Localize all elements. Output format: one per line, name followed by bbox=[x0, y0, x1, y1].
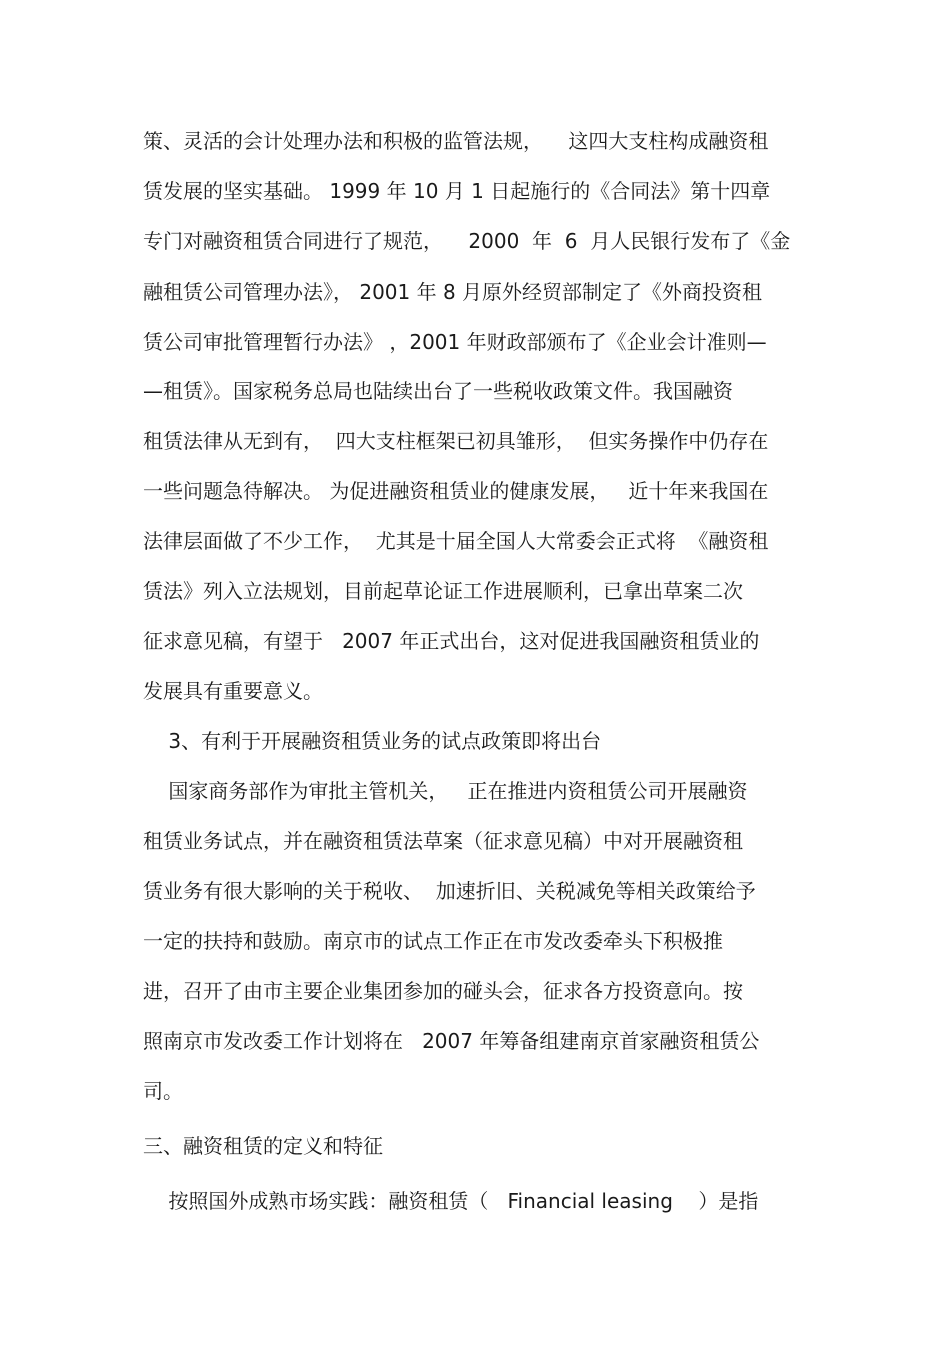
text-line-18: 进，召开了由市主要企业集团参加的碰头会，征求各方投资意向。按 bbox=[143, 979, 743, 1003]
text-line-7: 租赁法律从无到有， 四大支柱框架已初具雏形， 但实务操作中仍存在 bbox=[143, 429, 769, 453]
text-line-17: 一定的扶持和鼓励。南京市的试点工作正在市发改委牵头下积极推 bbox=[143, 929, 723, 953]
text-line-20: 司。 bbox=[143, 1079, 183, 1103]
text-line-3: 专门对融资租赁合同进行了规范， 2000 年 6 月人民银行发布了《金 bbox=[143, 229, 791, 253]
text-line-16: 赁业务有很大影响的关于税收、 加速折旧、关税减免等相关政策给予 bbox=[143, 879, 756, 903]
text-line-22: 按照国外成熟市场实践：融资租赁（ Financial leasing ）是指 bbox=[143, 1189, 759, 1213]
text-line-10: 赁法》列入立法规划，目前起草论证工作进展顺利，已拿出草案二次 bbox=[143, 579, 743, 603]
text-line-2: 赁发展的坚实基础。 1999 年 10 月 1 日起施行的《合同法》第十四章 bbox=[143, 179, 771, 203]
text-line-1: 策、灵活的会计处理办法和积极的监管法规， 这四大支柱构成融资租 bbox=[143, 129, 769, 153]
text-line-19: 照南京市发改委工作计划将在 2007 年筹备组建南京首家融资租赁公 bbox=[143, 1029, 760, 1053]
text-line-4: 融租赁公司管理办法》， 2001 年 8 月原外经贸部制定了《外商投资租 bbox=[143, 280, 763, 304]
text-line-6: —租赁》。国家税务总局也陆续出台了一些税收政策文件。我国融资 bbox=[143, 379, 733, 403]
section-heading-3: 3、有利于开展融资租赁业务的试点政策即将出台 bbox=[143, 729, 602, 753]
text-line-11: 征求意见稿，有望于 2007 年正式出台，这对促进我国融资租赁业的 bbox=[143, 629, 760, 653]
text-line-5: 赁公司审批管理暂行办法》 ，2001 年财政部颁布了《企业会计准则— bbox=[143, 330, 767, 354]
section-heading-definition: 三、融资租赁的定义和特征 bbox=[143, 1134, 383, 1158]
text-line-15: 租赁业务试点，并在融资租赁法草案（征求意见稿）中对开展融资租 bbox=[143, 829, 743, 853]
text-line-14: 国家商务部作为审批主管机关， 正在推进内资租赁公司开展融资 bbox=[143, 779, 748, 803]
text-line-8: 一些问题急待解决。 为促进融资租赁业的健康发展， 近十年来我国在 bbox=[143, 479, 769, 503]
text-line-12: 发展具有重要意义。 bbox=[143, 679, 323, 703]
text-line-9: 法律层面做了不少工作， 尤其是十届全国人大常委会正式将 《融资租 bbox=[143, 529, 769, 553]
